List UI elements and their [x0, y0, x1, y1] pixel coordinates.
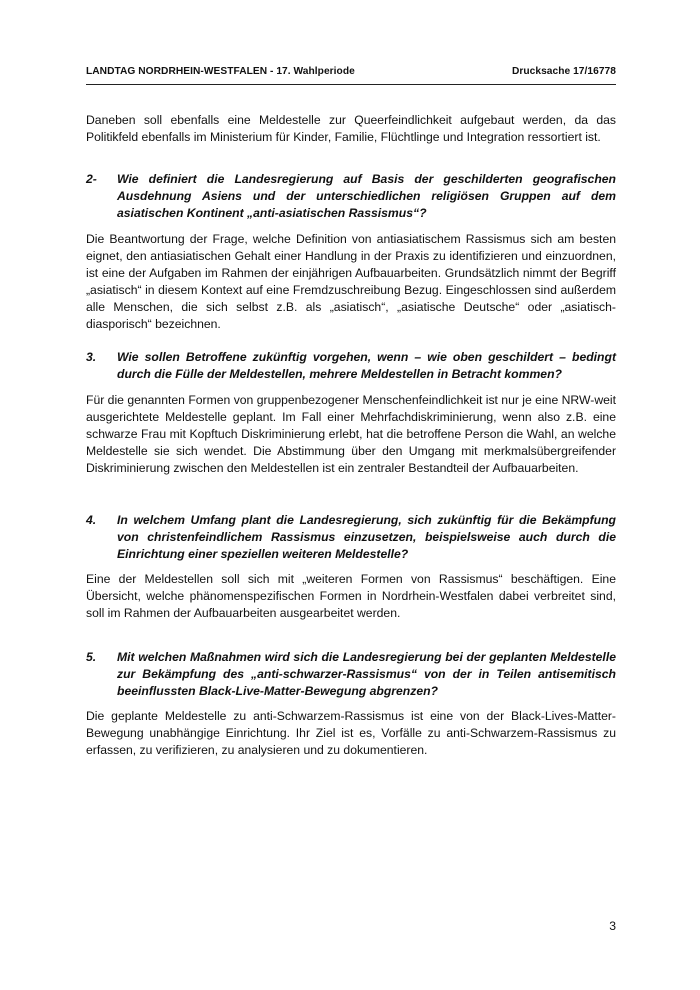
- question-text: Mit welchen Maßnahmen wird sich die Landesregierung bei der geplanten Meldestelle zur Bekämpfung des „anti-schwarzer-Rassismus“ von der in Teilen antisemitisch beeinflussten Black-Live-Matter-Bewegung abgrenzen?: [117, 650, 616, 698]
- intro-paragraph: Daneben soll ebenfalls eine Meldestelle zur Queerfeindlichkeit aufgebaut werden, da das Politikfeld ebenfalls im Ministerium für Kinder, Familie, Flüchtlinge und Integration ressortiert ist.: [86, 113, 616, 144]
- answer-5: Die geplante Meldestelle zu anti-Schwarzem-Rassismus ist eine von der Black-Lives-Matter-Bewegung unabhängige Einrichtung. Ihr Ziel ist es, Vorfälle zu anti-Schwarzem-Rassismus zu erfassen, zu verifizieren, zu analysieren und zu dokumentieren.: [86, 709, 616, 757]
- question-number: 5.: [86, 650, 97, 664]
- answer-2: Die Beantwortung der Frage, welche Definition von antiasiatischem Rassismus sich am besten eignet, den antiasiatischen Gehalt einer Handlung in der Praxis zu identifizieren und einzuordnen, ist eine der Aufgaben im Rahmen der einjährigen Aufbauarbeiten. Grundsätzlich nimmt der Begriff „asiatisch“ in diesem Kontext auf eine Fremdzuschreibung Bezug. Eingeschlossen sind außerdem alle Menschen, die sich selbst z.B. als „asiatisch“, „asiatische Deutsche“ oder „asiatisch-diasporisch“ bezeichnen.: [86, 232, 616, 331]
- question-text: Wie definiert die Landesregierung auf Basis der geschilderten geografischen Ausdehnung Asiens und der unterschiedlichen religiösen Gruppen auf dem asiatischen Kontinent „anti-asiatischen Rassismus“?: [117, 172, 616, 220]
- question-3: [86, 349, 616, 383]
- header-divider: [86, 84, 616, 85]
- page-number: 3: [609, 919, 616, 933]
- document-number: Drucksache 17/16778: [511, 66, 616, 77]
- question-text: In welchem Umfang plant die Landesregierung, sich zukünftig für die Bekämpfung von christenfeindlichem Rassismus einzusetzen, beispielsweise auch durch die Einrichtung einer speziellen weiteren Meldestelle?: [117, 513, 616, 561]
- page-header: [86, 66, 616, 80]
- question-4: [86, 512, 616, 563]
- answer-4: Eine der Meldestellen soll sich mit „weiteren Formen von Rassismus“ beschäftigen. Eine Übersicht, welche phänomenspezifischen Formen in Nordrhein-Westfalen dabei verbreitet sind, soll im Rahmen der Aufbauarbeiten ausgearbeitet werden.: [86, 572, 616, 620]
- question-2: [86, 171, 616, 222]
- question-number: 4.: [86, 513, 97, 527]
- question-number: 2-: [86, 172, 97, 186]
- header-title: LANDTAG NORDRHEIN-WESTFALEN - 17. Wahlperiode: [86, 66, 355, 77]
- question-number: 3.: [86, 350, 97, 364]
- question-text: Wie sollen Betroffene zukünftig vorgehen, wenn – wie oben geschildert – bedingt durch die Fülle der Meldestellen, mehrere Meldestellen in Betracht kommen?: [117, 350, 616, 381]
- answer-3: Für die genannten Formen von gruppenbezogener Menschenfeindlichkeit ist nur je eine NRW-weit ausgerichtete Meldestelle geplant. Im Fall einer Mehrfachdiskriminierung, wenn also z.B. eine schwarze Frau mit Kopftuch Diskriminierung erlebt, hat die betroffene Person die Wahl, an welche Meldestelle sie sich wendet. Die Abstimmung über den Umgang mit merkmalsübergreifender Diskriminierung zwischen den Meldestellen ist ein zentraler Bestandteil der Aufbauarbeiten.: [86, 393, 617, 475]
- question-5: [86, 649, 616, 700]
